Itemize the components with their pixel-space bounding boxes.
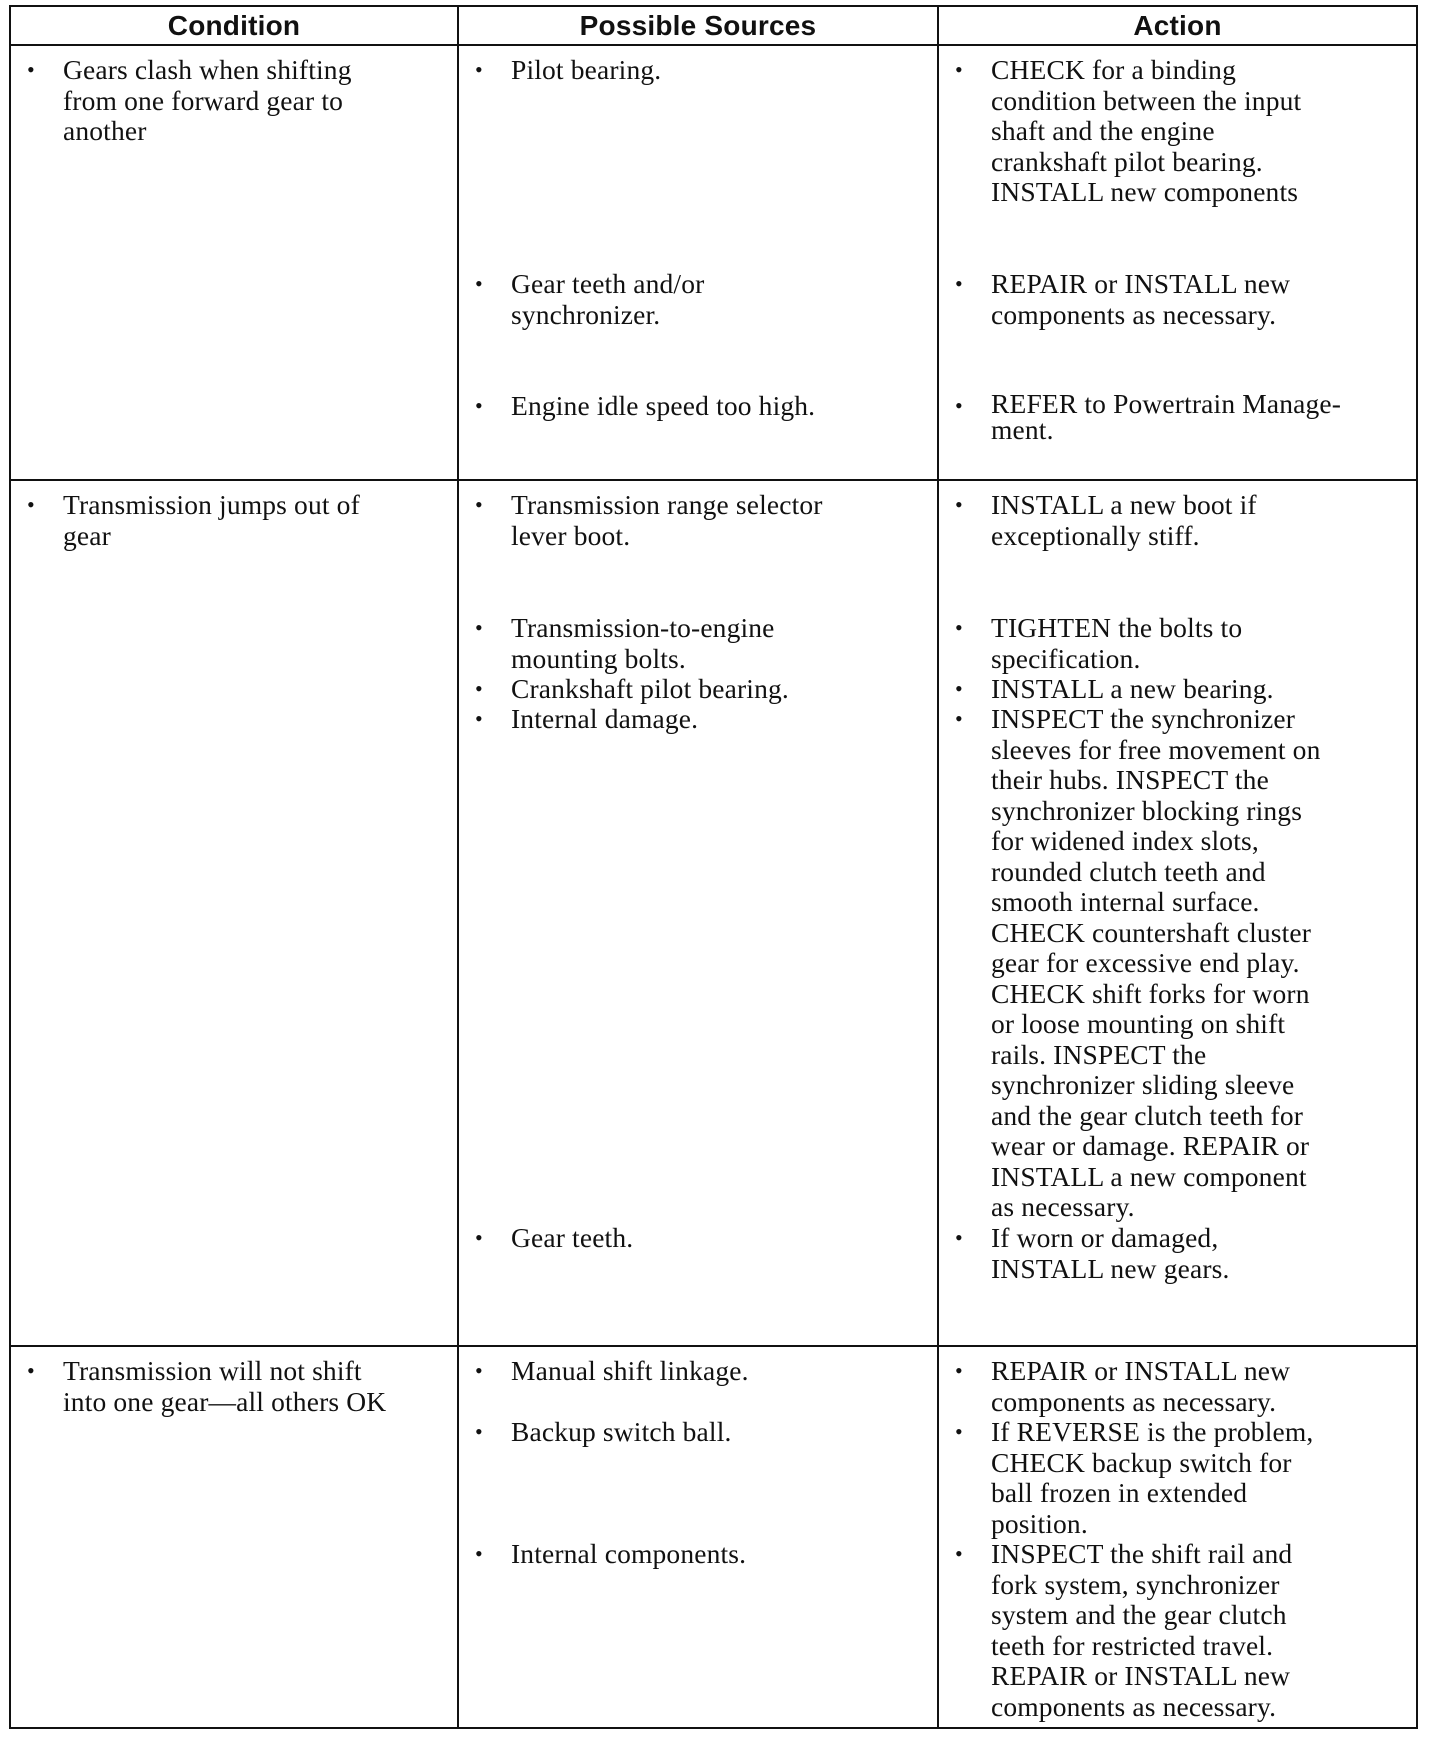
bullet-icon: •: [475, 492, 483, 517]
bullet-icon: •: [27, 492, 35, 517]
action-text: REFER to Powertrain Manage- ment.: [991, 388, 1342, 445]
source-text: Backup switch ball.: [511, 1416, 732, 1447]
bullet-icon: •: [955, 1358, 963, 1383]
action-cell: [938, 1346, 1417, 1728]
source-text: Pilot bearing.: [511, 54, 662, 85]
action-item: [939, 613, 1410, 674]
action-item: [939, 674, 1410, 705]
action-text: INSTALL a new boot if exceptionally stiff.: [991, 489, 1257, 551]
action-text: CHECK for a binding condition between the input shaft and the engine crankshaft pilot bearing. INSTALL new components: [991, 54, 1302, 207]
bullet-icon: •: [955, 615, 963, 640]
condition-text: Transmission will not shift into one gear—all others OK: [63, 1355, 387, 1417]
source-text: Manual shift linkage.: [511, 1355, 749, 1386]
condition-item: [11, 1356, 451, 1417]
source-text: Crankshaft pilot bearing.: [511, 673, 789, 704]
bullet-icon: •: [955, 492, 963, 517]
bullet-icon: •: [475, 1225, 483, 1250]
sources-cell: [458, 480, 938, 1346]
troubleshooting-document: [9, 5, 1416, 1729]
action-item: [939, 55, 1410, 208]
bullet-icon: •: [955, 1419, 963, 1444]
bullet-icon: •: [475, 1358, 483, 1383]
condition-text: Gears clash when shifting from one forward gear to another: [63, 54, 352, 146]
bullet-icon: •: [955, 271, 963, 296]
source-item: [459, 1223, 931, 1254]
header-possible-sources: Possible Sources: [458, 6, 938, 45]
bullet-icon: •: [955, 676, 963, 701]
action-text: REPAIR or INSTALL new components as necessary.: [991, 1355, 1291, 1417]
source-text: Gear teeth and/or synchronizer.: [511, 268, 705, 330]
bullet-icon: •: [475, 1541, 483, 1566]
source-text: Transmission-to-engine mounting bolts.: [511, 612, 775, 674]
header-action: Action: [938, 6, 1417, 45]
source-text: Engine idle speed too high.: [511, 390, 816, 421]
action-text: If REVERSE is the problem, CHECK backup switch for ball frozen in extended position.: [991, 1416, 1314, 1539]
action-text: If worn or damaged, INSTALL new gears.: [991, 1222, 1230, 1284]
table-header-row: [10, 6, 1417, 45]
sources-cell: [458, 1346, 938, 1728]
action-text: TIGHTEN the bolts to specification.: [991, 612, 1243, 674]
action-item: [939, 1223, 1410, 1284]
diagnosis-table: [9, 5, 1418, 1729]
source-item: [459, 391, 931, 422]
bullet-icon: •: [27, 57, 35, 82]
bullet-icon: •: [475, 706, 483, 731]
action-cell: [938, 480, 1417, 1346]
action-cell: [938, 45, 1417, 480]
action-item: [939, 704, 1410, 1223]
action-text: INSPECT the synchronizer sleeves for free movement on their hubs. INSPECT the synchronizer blocking rings for widened index slots, rounded clutch teeth and smooth internal surface. CHECK countershaft cluster gear for excessive end play. CHECK shift forks for worn or loose mounting on shift rails. INSPECT the synchronizer sliding sleeve and the gear clutch teeth for wear or damage. REPAIR or INSTALL a new component as necessary.: [991, 703, 1321, 1222]
source-item: [459, 704, 931, 735]
source-item: [459, 55, 931, 86]
table-row: [10, 480, 1417, 1346]
source-text: Transmission range selector lever boot.: [511, 489, 823, 551]
table-row: [10, 1346, 1417, 1728]
bullet-icon: •: [27, 1358, 35, 1383]
source-item: [459, 613, 931, 674]
source-text: Internal components.: [511, 1538, 747, 1569]
condition-item: [11, 490, 451, 551]
bullet-icon: •: [475, 271, 483, 296]
bullet-icon: •: [475, 393, 483, 418]
bullet-icon: •: [475, 1419, 483, 1444]
bullet-icon: •: [955, 1225, 963, 1250]
action-item: [939, 490, 1410, 551]
bullet-icon: •: [955, 1541, 963, 1566]
condition-cell: [10, 45, 458, 480]
source-item: [459, 1356, 931, 1387]
action-item: [939, 1417, 1410, 1539]
source-item: [459, 674, 931, 705]
action-item: [939, 269, 1410, 330]
source-text: Internal damage.: [511, 703, 699, 734]
action-text: REPAIR or INSTALL new components as necessary.: [991, 268, 1291, 330]
source-item: [459, 1539, 931, 1570]
condition-item: [11, 55, 451, 147]
action-text: INSTALL a new bearing.: [991, 673, 1274, 704]
condition-cell: [10, 1346, 458, 1728]
source-item: [459, 269, 931, 330]
condition-cell: [10, 480, 458, 1346]
action-item: [939, 1356, 1410, 1417]
bullet-icon: •: [475, 676, 483, 701]
table-row: [10, 45, 1417, 480]
action-item: [939, 388, 1410, 445]
source-item: [459, 1417, 931, 1448]
bullet-icon: •: [955, 393, 963, 418]
header-condition: Condition: [10, 6, 458, 45]
source-text: Gear teeth.: [511, 1222, 634, 1253]
sources-cell: [458, 45, 938, 480]
action-text: INSPECT the shift rail and fork system, synchronizer system and the gear clutch teeth for restricted travel. REPAIR or INSTALL new components as necessary.: [991, 1538, 1293, 1722]
source-item: [459, 490, 931, 551]
bullet-icon: •: [955, 706, 963, 731]
bullet-icon: •: [955, 57, 963, 82]
bullet-icon: •: [475, 615, 483, 640]
action-item: [939, 1539, 1410, 1722]
bullet-icon: •: [475, 57, 483, 82]
condition-text: Transmission jumps out of gear: [63, 489, 360, 551]
